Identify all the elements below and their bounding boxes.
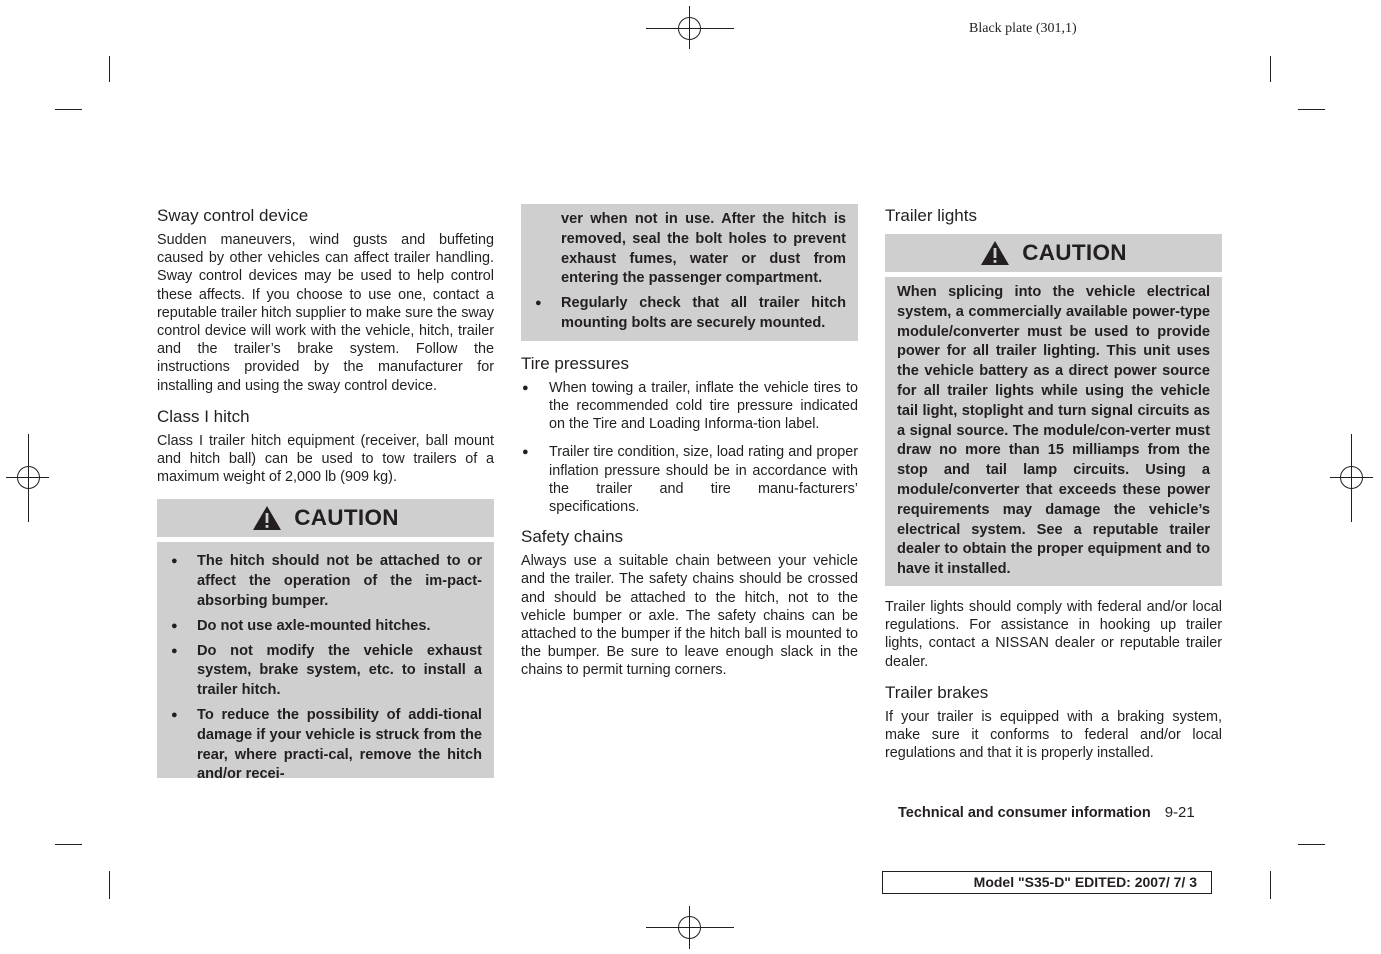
caution-label: CAUTION xyxy=(294,505,399,531)
caution-text: When splicing into the vehicle electrical system, a commercially available power-type module/converter must be used to provide power for all trailer lighting. This unit uses the vehicle battery as a direct power source for all trailer lights while using the vehicle tail light, stoplight and turn signal circuits as a signal source. The module/con-verter must draw no more than 15 milliamps from the stop and tail lamp circuits. Using a module/converter that exceeds these power requirements may damage the vehicle’s electrical system. See a reputable trailer dealer to obtain the proper equipment and to have it installed. xyxy=(897,284,1210,578)
tire-bullet: ● When towing a trailer, inflate the vehicle tires to the recommended cold tire pressure indicated on the Tire and Loading Informa-tion label. xyxy=(521,379,858,434)
chains-heading: Safety chains xyxy=(521,527,624,547)
chains-text: Always use a suitable chain between your vehicle and the trailer. The safety chains should be crossed and should be attached to the hitch, not to the vehicle bumper or axle. The safety chains can be attached to the bumper if the hitch ball is mounted to the bumper. Be sure to leave enough slack in the chains to permit turning corners. xyxy=(521,553,858,679)
caution-header xyxy=(157,499,494,537)
caution-item: ● To reduce the possibility of addi-tional damage if your vehicle is struck from the rear, where practi-cal, remove the hitch and/or recei- xyxy=(169,706,482,785)
lights-text: Trailer lights should comply with federal and/or local regulations. For assistance in hooking up trailer lights, contact a NISSAN dealer or reputable trailer dealer. xyxy=(885,598,1222,670)
caution-box xyxy=(157,542,494,783)
model-edit-box: Model "S35-D" EDITED: 2007/ 7/ 3 xyxy=(882,871,1212,894)
caution-item: ● The hitch should not be attached to or affect the operation of the im-pact-absorbing bumper. xyxy=(169,552,482,611)
sway-heading: Sway control device xyxy=(157,206,309,225)
tire-heading: Tire pressures xyxy=(521,353,630,373)
page-footer xyxy=(898,804,1195,822)
brakes-heading: Trailer brakes xyxy=(885,682,989,702)
caution-item: ● Do not modify the vehicle exhaust system, brake system, etc. to install a trailer hitch. xyxy=(169,642,482,701)
middle-column xyxy=(521,204,858,680)
warning-icon xyxy=(252,505,282,531)
caution-continued-box xyxy=(521,204,858,341)
left-column xyxy=(157,205,494,783)
section-title: Technical and consumer information xyxy=(898,805,1151,821)
page-number: 9-21 xyxy=(1164,804,1195,821)
hitch-text: Class I trailer hitch equipment (receiver, ball mount and hitch ball) can be used to tow trailers of a maximum weight of 2,000 lb (909 kg). xyxy=(157,432,494,486)
warning-icon xyxy=(980,240,1010,266)
caution-continued-text: ver when not in use. After the hitch is removed, seal the bolt holes to prevent exhaust fumes, water or dust from entering the passenger compartment. xyxy=(561,211,846,287)
sway-text: Sudden maneuvers, wind gusts and buffeting caused by other vehicles can affect trailer handling. Sway control devices may be used to help control these affects. If you choose to use one, contact a reputable trailer hitch supplier to make sure the sway control device will work with the vehicle, hitch, trailer and the trailer’s brake system. Follow the instructions provided by the manufacturer for installing and using the sway control device. xyxy=(157,232,494,394)
right-column xyxy=(885,205,1222,762)
brakes-text: If your trailer is equipped with a braking system, make sure it conforms to federal and/or local regulations and that it is properly installed. xyxy=(885,708,1222,762)
caution-header xyxy=(885,234,1222,272)
caution-label: CAUTION xyxy=(1022,240,1127,265)
caution-item: ● Do not use axle-mounted hitches. xyxy=(169,617,482,637)
caution-box xyxy=(885,277,1222,586)
hitch-heading: Class I hitch xyxy=(157,406,250,426)
tire-bullet: ● Trailer tire condition, size, load rating and proper inflation pressure should be in accordance with the trailer and tire manu-facturers’ specifications. xyxy=(521,443,858,516)
plate-label: Black plate (301,1) xyxy=(969,21,1077,36)
caution-item: ● Regularly check that all trailer hitch mounting bolts are securely mounted. xyxy=(533,294,846,334)
lights-heading: Trailer lights xyxy=(885,206,977,225)
